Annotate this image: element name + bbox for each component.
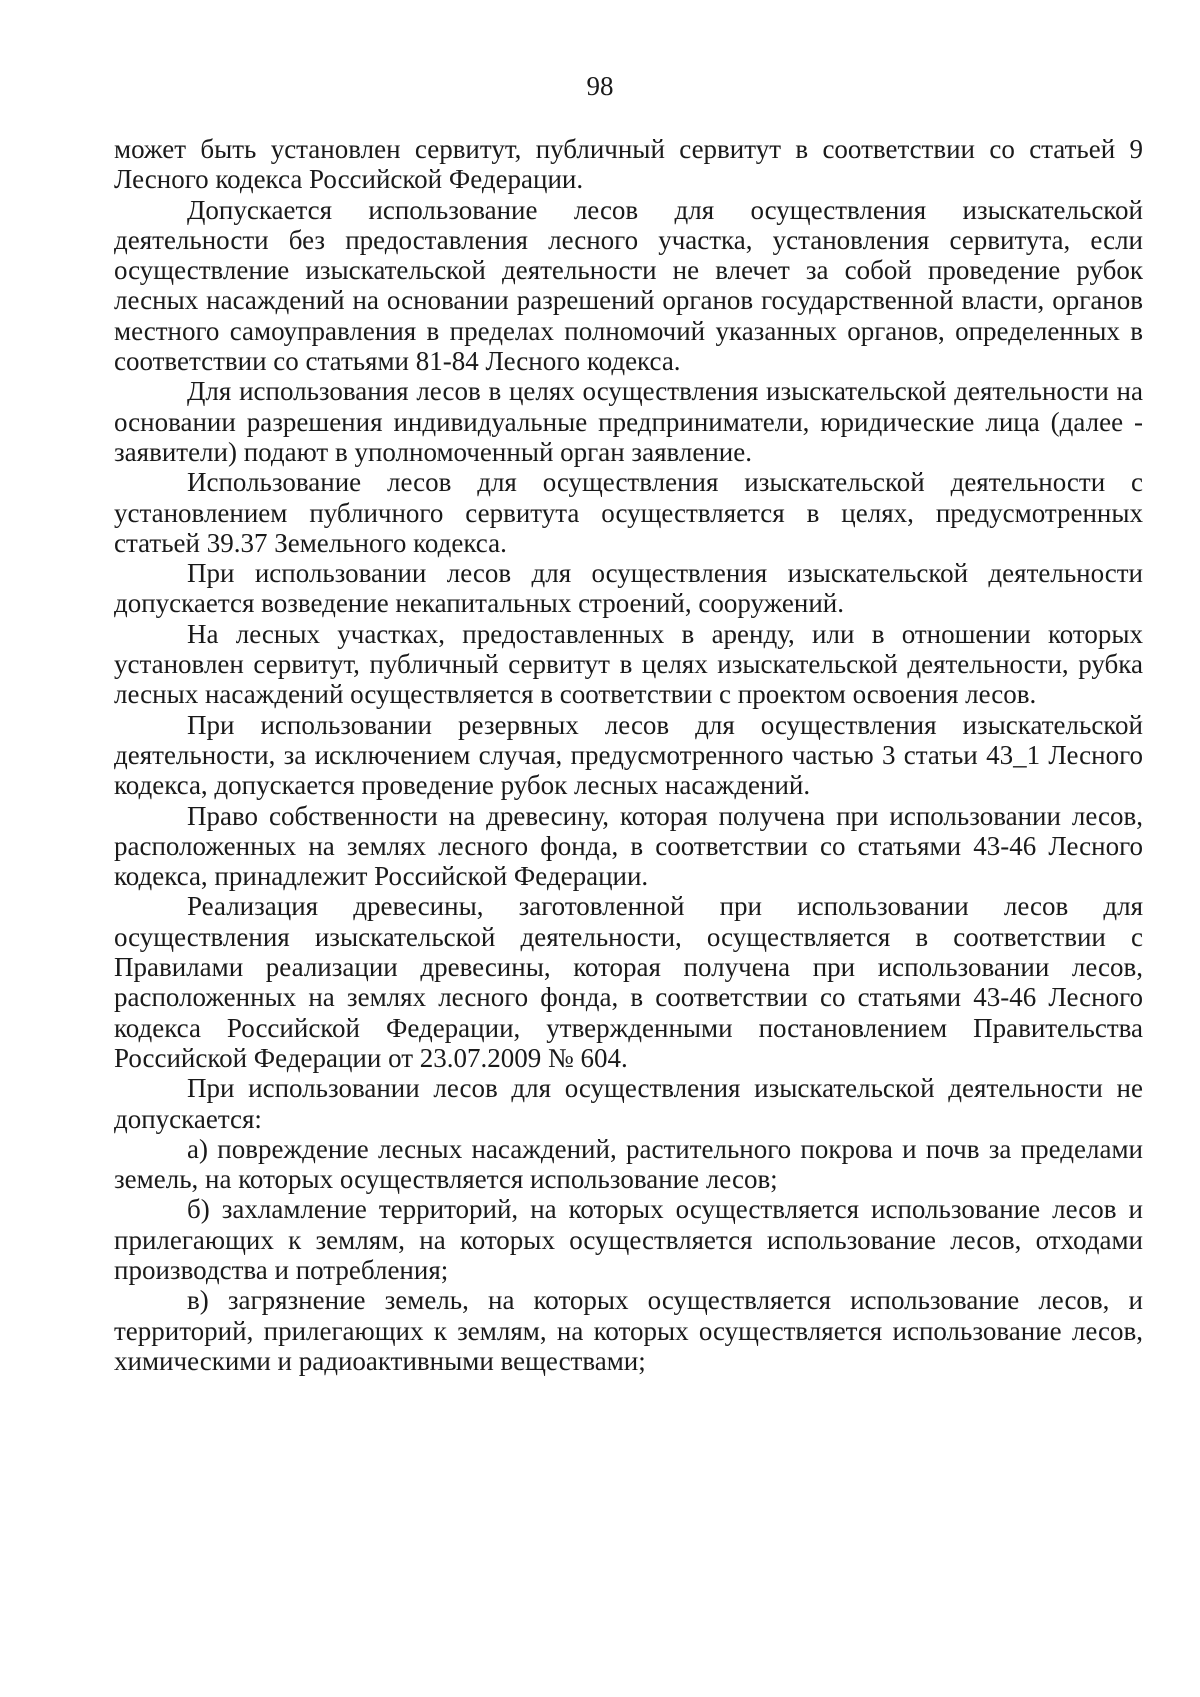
paragraph: Реализация древесины, заготовленной при использовании лесов для осуществления изыскательской деятельности, осуществляется в соответствии с Правилами реализации древесины, которая получена при использовании лесов, расположенных на землях лесного фонда, в соответствии со статьями 43-46 Лесного кодекса Российской Федерации, утвержденными постановлением Правительства Российской Федерации от 23.07.2009 № 604. — [114, 891, 1143, 1073]
paragraph: Использование лесов для осуществления изыскательской деятельности с установлением публичного сервитута осуществляется в целях, предусмотренных статьей 39.37 Земельного кодекса. — [114, 467, 1143, 558]
paragraph: Допускается использование лесов для осуществления изыскательской деятельности без предоставления лесного участка, установления сервитута, если осуществление изыскательской деятельности не влечет за собой проведение рубок лесных насаждений на основании разрешений органов государственной власти, органов местного самоуправления в пределах полномочий указанных органов, определенных в соответствии со статьями 81-84 Лесного кодекса. — [114, 194, 1143, 377]
paragraph: При использовании лесов для осуществления изыскательской деятельности не допускается: — [114, 1073, 1143, 1134]
paragraph: Для использования лесов в целях осуществления изыскательской деятельности на основании разрешения индивидуальные предприниматели, юридические лица (далее - заявители) подают в уполномоченный орган заявление. — [114, 376, 1143, 467]
list-item: в) загрязнение земель, на которых осуществляется использование лесов, и территорий, прилегающих к землям, на которых осуществляется использование лесов, химическими и радиоактивными веществами; — [114, 1285, 1143, 1376]
paragraph: На лесных участках, предоставленных в аренду, или в отношении которых установлен сервитут, публичный сервитут в целях изыскательской деятельности, рубка лесных насаждений осуществляется в соответствии с проектом освоения лесов. — [114, 618, 1143, 710]
list-item: б) захламление территорий, на которых осуществляется использование лесов и прилегающих к землям, на которых осуществляется использование лесов, отходами производства и потребления; — [114, 1194, 1143, 1285]
list-item: а) повреждение лесных насаждений, растительного покрова и почв за пределами земель, на которых осуществляется использование лесов; — [114, 1133, 1143, 1195]
page-number: 98 — [586, 71, 614, 101]
paragraph: Право собственности на древесину, которая получена при использовании лесов, расположенных на землях лесного фонда, в соответствии со статьями 43-46 Лесного кодекса, принадлежит Российской Федерации. — [114, 800, 1143, 892]
document-body — [114, 134, 1143, 1376]
paragraph: При использовании лесов для осуществления изыскательской деятельности допускается возведение некапитальных строений, сооружений. — [114, 558, 1143, 619]
paragraph-continuation: может быть установлен сервитут, публичный сервитут в соответствии со статьей 9 Лесного кодекса Российской Федерации. — [114, 134, 1143, 195]
paragraph: При использовании резервных лесов для осуществления изыскательской деятельности, за исключением случая, предусмотренного частью 3 статьи 43_1 Лесного кодекса, допускается проведение рубок лесных насаждений. — [114, 709, 1143, 801]
